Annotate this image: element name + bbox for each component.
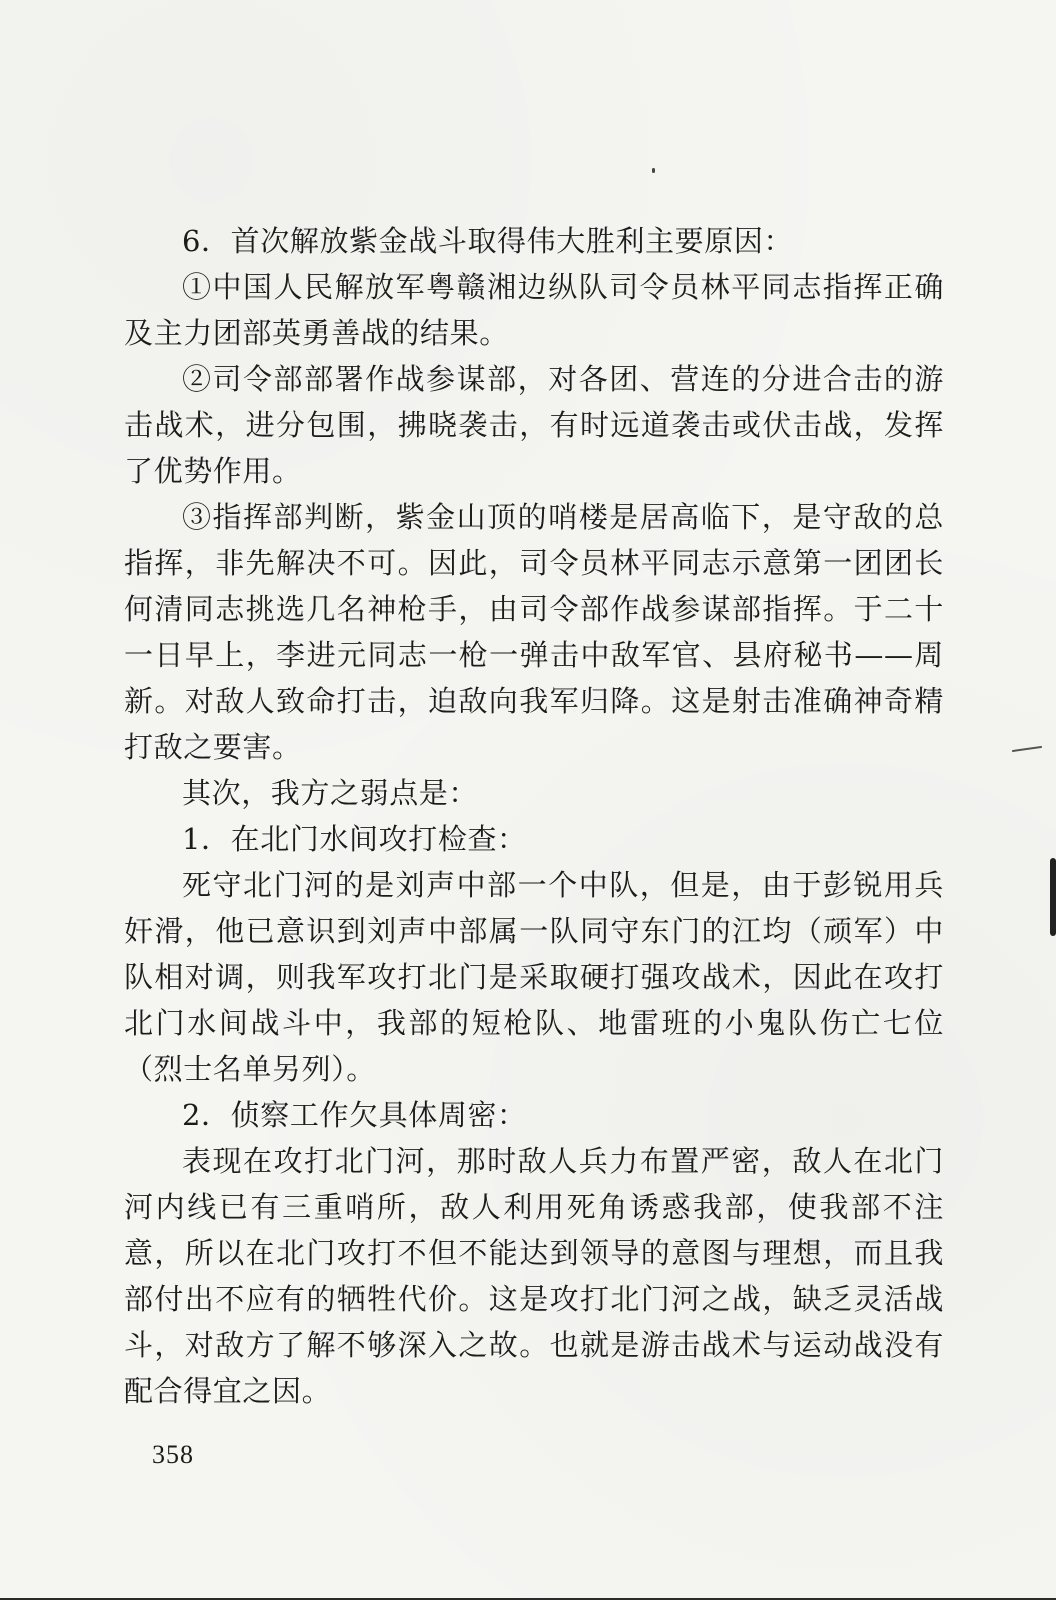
paragraph-weakness-2-heading: 2．侦察工作欠具体周密： bbox=[182, 1098, 527, 1132]
paragraph-reason-2: ②司令部部署作战参谋部，对各团、营连的分进合击的游击战术，进分包围，拂晓袭击，有时远道袭击或伏击战，发挥了优势作用。 bbox=[124, 362, 944, 488]
scan-edge-mark bbox=[1050, 858, 1056, 936]
paragraph-reason-1: ①中国人民解放军粤赣湘边纵队司令员林平同志指挥正确及主力团部英勇善战的结果。 bbox=[124, 270, 944, 350]
paragraph-weakness-1-body: 死守北门河的是刘声中部一个中队，但是，由于彭锐用兵奸滑，他已意识到刘声中部属一队同守东门的江均（顽军）中队相对调，则我军攻打北门是采取硬打强攻战术，因此在攻打北门水间战斗中，我部的短枪队、地雷班的小鬼队伤亡七位（烈士名单另列）。 bbox=[124, 868, 944, 1086]
paragraph-weakness-2-body: 表现在攻打北门河，那时敌人兵力布置严密，敌人在北门河内线已有三重哨所，敌人利用死角诱惑我部，使我部不注意，所以在北门攻打不但不能达到领导的意图与理想，而且我部付出不应有的牺牲代价。这是攻打北门河之战，缺乏灵活战斗，对敌方了解不够深入之故。也就是游击战术与运动战没有配合得宜之因。 bbox=[124, 1144, 944, 1408]
page-number: 358 bbox=[152, 1440, 194, 1469]
paragraph-reason-3: ③指挥部判断，紫金山顶的哨楼是居高临下，是守敌的总指挥，非先解决不可。因此，司令员林平同志示意第一团团长何清同志挑选几名神枪手，由司令部作战参谋部指挥。于二十一日早上，李进元同志一枪一弹击中敌军官、县府秘书——周新。对敌人致命打击，迫敌向我军归降。这是射击准确神奇精打敌之要害。 bbox=[124, 500, 944, 764]
paragraph-heading-6: 6．首次解放紫金战斗取得伟大胜利主要原因： bbox=[182, 224, 794, 258]
scan-mark-dash bbox=[1012, 746, 1042, 752]
scan-speck bbox=[652, 168, 655, 173]
paragraph-weakness-1-heading: 1．在北门水间攻打检查： bbox=[182, 822, 527, 856]
page-body-text bbox=[124, 218, 944, 1414]
paragraph-weakness-intro: 其次，我方之弱点是： bbox=[182, 776, 479, 810]
